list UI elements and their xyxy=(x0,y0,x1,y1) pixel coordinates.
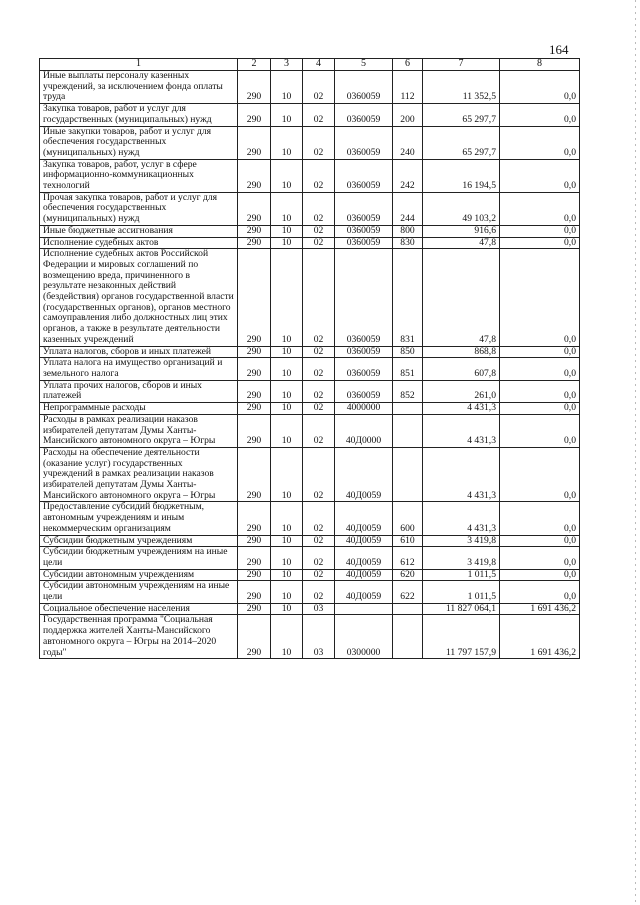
row-code-5: 0360059 xyxy=(335,225,393,237)
row-amount-7: 3 419,8 xyxy=(423,547,500,569)
row-code-2: 290 xyxy=(238,502,271,535)
row-name: Исполнение судебных актов Российской Федерации и мировых соглашений по возмещению вреда, причиненного в результате незаконных действий (бездействия) органов государственной власти (государственных органов), органов местного самоуправления либо должностных лиц этих органов, а также в результате деятельности казенных учреждений xyxy=(40,249,238,346)
table-row xyxy=(40,603,580,615)
row-code-6: 244 xyxy=(393,192,423,225)
row-code-3: 10 xyxy=(271,535,303,547)
row-amount-8: 0,0 xyxy=(500,403,580,415)
row-code-4: 02 xyxy=(303,358,335,380)
row-amount-7: 11 827 064,1 xyxy=(423,603,500,615)
row-code-4: 02 xyxy=(303,380,335,402)
row-code-4: 02 xyxy=(303,547,335,569)
row-code-4: 02 xyxy=(303,403,335,415)
row-amount-7: 4 431,3 xyxy=(423,414,500,447)
row-code-3: 10 xyxy=(271,159,303,192)
table-row xyxy=(40,569,580,581)
row-code-6: 200 xyxy=(393,104,423,126)
row-name: Закупка товаров, работ, услуг в сфере информационно-коммуникационных технологий xyxy=(40,159,238,192)
row-code-5: 0300000 xyxy=(335,615,393,659)
row-amount-7: 868,8 xyxy=(423,346,500,358)
row-code-2: 290 xyxy=(238,159,271,192)
row-code-5: 40Д0059 xyxy=(335,581,393,603)
row-code-2: 290 xyxy=(238,104,271,126)
row-amount-7: 4 431,3 xyxy=(423,447,500,502)
row-amount-8: 0,0 xyxy=(500,249,580,346)
row-code-4: 02 xyxy=(303,414,335,447)
row-amount-8: 1 691 436,2 xyxy=(500,603,580,615)
row-code-4: 02 xyxy=(303,447,335,502)
row-code-5: 0360059 xyxy=(335,237,393,249)
row-code-3: 10 xyxy=(271,447,303,502)
row-name: Исполнение судебных актов xyxy=(40,237,238,249)
row-amount-7: 1 011,5 xyxy=(423,581,500,603)
row-code-3: 10 xyxy=(271,237,303,249)
row-amount-7: 261,0 xyxy=(423,380,500,402)
row-code-5: 0360059 xyxy=(335,380,393,402)
row-name: Субсидии бюджетным учреждениям xyxy=(40,535,238,547)
row-code-6: 242 xyxy=(393,159,423,192)
row-amount-8: 0,0 xyxy=(500,581,580,603)
header-cell: 1 xyxy=(40,59,238,71)
row-code-4: 03 xyxy=(303,603,335,615)
row-amount-8: 0,0 xyxy=(500,502,580,535)
table-row xyxy=(40,535,580,547)
table-row xyxy=(40,237,580,249)
row-amount-7: 916,6 xyxy=(423,225,500,237)
row-code-3: 10 xyxy=(271,414,303,447)
header-cell: 7 xyxy=(423,59,500,71)
row-code-5: 40Д0059 xyxy=(335,547,393,569)
row-amount-7: 3 419,8 xyxy=(423,535,500,547)
row-code-2: 290 xyxy=(238,249,271,346)
row-code-4: 02 xyxy=(303,192,335,225)
row-code-5: 4000000 xyxy=(335,403,393,415)
table-row xyxy=(40,615,580,659)
table-row xyxy=(40,403,580,415)
row-code-3: 10 xyxy=(271,192,303,225)
row-amount-7: 16 194,5 xyxy=(423,159,500,192)
row-code-6: 831 xyxy=(393,249,423,346)
table-header-row xyxy=(40,59,580,71)
row-code-6: 852 xyxy=(393,380,423,402)
row-amount-8: 0,0 xyxy=(500,237,580,249)
row-code-5: 0360059 xyxy=(335,346,393,358)
row-code-4: 02 xyxy=(303,346,335,358)
row-code-6 xyxy=(393,414,423,447)
row-code-2: 290 xyxy=(238,380,271,402)
row-code-6: 610 xyxy=(393,535,423,547)
row-amount-7: 607,8 xyxy=(423,358,500,380)
row-code-3: 10 xyxy=(271,380,303,402)
row-code-3: 10 xyxy=(271,502,303,535)
row-code-3: 10 xyxy=(271,547,303,569)
row-amount-8: 0,0 xyxy=(500,192,580,225)
row-code-5: 40Д0059 xyxy=(335,502,393,535)
table-row xyxy=(40,225,580,237)
row-amount-7: 4 431,3 xyxy=(423,502,500,535)
row-code-5: 0360059 xyxy=(335,358,393,380)
row-code-2: 290 xyxy=(238,581,271,603)
row-code-3: 10 xyxy=(271,71,303,104)
row-code-3: 10 xyxy=(271,615,303,659)
row-code-6 xyxy=(393,403,423,415)
row-code-4: 02 xyxy=(303,502,335,535)
row-amount-8: 0,0 xyxy=(500,547,580,569)
row-code-5: 0360059 xyxy=(335,126,393,159)
row-amount-8: 0,0 xyxy=(500,346,580,358)
row-code-2: 290 xyxy=(238,447,271,502)
table-body xyxy=(40,71,580,659)
row-code-6: 600 xyxy=(393,502,423,535)
row-name: Прочая закупка товаров, работ и услуг для обеспечения государственных (муниципальных) нужд xyxy=(40,192,238,225)
budget-table xyxy=(39,58,580,659)
row-code-5: 40Д0000 xyxy=(335,414,393,447)
row-name: Субсидии бюджетным учреждениям на иные цели xyxy=(40,547,238,569)
row-code-5: 0360059 xyxy=(335,71,393,104)
row-name: Иные выплаты персоналу казенных учреждений, за исключением фонда оплаты труда xyxy=(40,71,238,104)
row-amount-8: 0,0 xyxy=(500,159,580,192)
row-code-5: 0360059 xyxy=(335,104,393,126)
row-name: Социальное обеспечение населения xyxy=(40,603,238,615)
row-code-3: 10 xyxy=(271,126,303,159)
row-amount-8: 0,0 xyxy=(500,225,580,237)
row-code-6: 800 xyxy=(393,225,423,237)
table-row xyxy=(40,249,580,346)
row-name: Уплата налогов, сборов и иных платежей xyxy=(40,346,238,358)
row-code-6: 830 xyxy=(393,237,423,249)
row-amount-8: 0,0 xyxy=(500,126,580,159)
table-row xyxy=(40,104,580,126)
row-name: Иные закупки товаров, работ и услуг для обеспечения государственных (муниципальных) нужд xyxy=(40,126,238,159)
row-code-6: 851 xyxy=(393,358,423,380)
row-code-6: 620 xyxy=(393,569,423,581)
row-code-6 xyxy=(393,603,423,615)
row-amount-8: 0,0 xyxy=(500,447,580,502)
row-name: Уплата прочих налогов, сборов и иных платежей xyxy=(40,380,238,402)
row-code-6: 622 xyxy=(393,581,423,603)
row-amount-8: 0,0 xyxy=(500,414,580,447)
table-row xyxy=(40,358,580,380)
row-amount-7: 11 352,5 xyxy=(423,71,500,104)
row-code-2: 290 xyxy=(238,126,271,159)
row-name: Закупка товаров, работ и услуг для государственных (муниципальных) нужд xyxy=(40,104,238,126)
row-amount-8: 0,0 xyxy=(500,535,580,547)
row-code-3: 10 xyxy=(271,346,303,358)
row-code-2: 290 xyxy=(238,225,271,237)
scan-edge-marks xyxy=(635,0,636,905)
row-code-4: 03 xyxy=(303,615,335,659)
row-code-4: 02 xyxy=(303,581,335,603)
row-amount-8: 0,0 xyxy=(500,104,580,126)
row-amount-8: 1 691 436,2 xyxy=(500,615,580,659)
row-amount-7: 65 297,7 xyxy=(423,126,500,159)
row-code-2: 290 xyxy=(238,71,271,104)
row-code-2: 290 xyxy=(238,403,271,415)
row-name: Непрограммные расходы xyxy=(40,403,238,415)
row-code-2: 290 xyxy=(238,603,271,615)
row-code-3: 10 xyxy=(271,104,303,126)
row-name: Уплата налога на имущество организаций и земельного налога xyxy=(40,358,238,380)
row-code-6: 612 xyxy=(393,547,423,569)
row-code-6: 850 xyxy=(393,346,423,358)
row-code-5: 0360059 xyxy=(335,159,393,192)
row-code-3: 10 xyxy=(271,249,303,346)
table-row xyxy=(40,71,580,104)
table-row xyxy=(40,192,580,225)
table-row xyxy=(40,159,580,192)
row-name: Государственная программа "Социальная поддержка жителей Ханты-Мансийского автономного округа – Югры на 2014–2020 годы" xyxy=(40,615,238,659)
page-number: 164 xyxy=(549,42,569,57)
row-code-2: 290 xyxy=(238,346,271,358)
row-code-2: 290 xyxy=(238,615,271,659)
table-row xyxy=(40,126,580,159)
row-code-4: 02 xyxy=(303,237,335,249)
row-amount-7: 1 011,5 xyxy=(423,569,500,581)
row-amount-8: 0,0 xyxy=(500,71,580,104)
row-code-3: 10 xyxy=(271,358,303,380)
row-code-4: 02 xyxy=(303,569,335,581)
row-amount-7: 4 431,3 xyxy=(423,403,500,415)
row-code-3: 10 xyxy=(271,569,303,581)
row-code-2: 290 xyxy=(238,569,271,581)
row-code-4: 02 xyxy=(303,126,335,159)
row-amount-8: 0,0 xyxy=(500,569,580,581)
row-amount-7: 47,8 xyxy=(423,237,500,249)
row-code-4: 02 xyxy=(303,71,335,104)
table-row xyxy=(40,581,580,603)
row-code-5: 40Д0059 xyxy=(335,535,393,547)
header-cell: 8 xyxy=(500,59,580,71)
row-code-5: 40Д0059 xyxy=(335,447,393,502)
row-name: Иные бюджетные ассигнования xyxy=(40,225,238,237)
row-code-4: 02 xyxy=(303,535,335,547)
table-row xyxy=(40,380,580,402)
header-cell: 3 xyxy=(271,59,303,71)
row-amount-7: 49 103,2 xyxy=(423,192,500,225)
row-code-3: 10 xyxy=(271,581,303,603)
row-code-2: 290 xyxy=(238,358,271,380)
row-code-2: 290 xyxy=(238,547,271,569)
row-code-2: 290 xyxy=(238,535,271,547)
header-cell: 4 xyxy=(303,59,335,71)
row-code-4: 02 xyxy=(303,159,335,192)
row-code-3: 10 xyxy=(271,403,303,415)
row-code-5: 0360059 xyxy=(335,192,393,225)
row-name: Субсидии автономным учреждениям xyxy=(40,569,238,581)
row-code-2: 290 xyxy=(238,192,271,225)
row-code-3: 10 xyxy=(271,603,303,615)
row-name: Субсидии автономным учреждениям на иные цели xyxy=(40,581,238,603)
row-amount-7: 65 297,7 xyxy=(423,104,500,126)
table-row xyxy=(40,502,580,535)
row-name: Расходы в рамках реализации наказов избирателей депутатам Думы Ханты-Мансийского автономного округа – Югры xyxy=(40,414,238,447)
row-name: Предоставление субсидий бюджетным, автономным учреждениям и иным некоммерческим организациям xyxy=(40,502,238,535)
row-amount-8: 0,0 xyxy=(500,358,580,380)
row-amount-8: 0,0 xyxy=(500,380,580,402)
table-row xyxy=(40,346,580,358)
table-row xyxy=(40,547,580,569)
row-code-3: 10 xyxy=(271,225,303,237)
row-code-6 xyxy=(393,615,423,659)
table-row xyxy=(40,414,580,447)
row-amount-7: 47,8 xyxy=(423,249,500,346)
row-code-2: 290 xyxy=(238,237,271,249)
row-code-2: 290 xyxy=(238,414,271,447)
row-name: Расходы на обеспечение деятельности (оказание услуг) государственных учреждений в рамках реализации наказов избирателей депутатам Думы Ханты-Мансийского автономного округа – Югры xyxy=(40,447,238,502)
row-code-4: 02 xyxy=(303,249,335,346)
row-code-4: 02 xyxy=(303,104,335,126)
row-code-6: 240 xyxy=(393,126,423,159)
row-code-5 xyxy=(335,603,393,615)
row-code-5: 0360059 xyxy=(335,249,393,346)
row-amount-7: 11 797 157,9 xyxy=(423,615,500,659)
row-code-6 xyxy=(393,447,423,502)
row-code-4: 02 xyxy=(303,225,335,237)
header-cell: 2 xyxy=(238,59,271,71)
header-cell: 6 xyxy=(393,59,423,71)
table-row xyxy=(40,447,580,502)
row-code-5: 40Д0059 xyxy=(335,569,393,581)
header-cell: 5 xyxy=(335,59,393,71)
row-code-6: 112 xyxy=(393,71,423,104)
